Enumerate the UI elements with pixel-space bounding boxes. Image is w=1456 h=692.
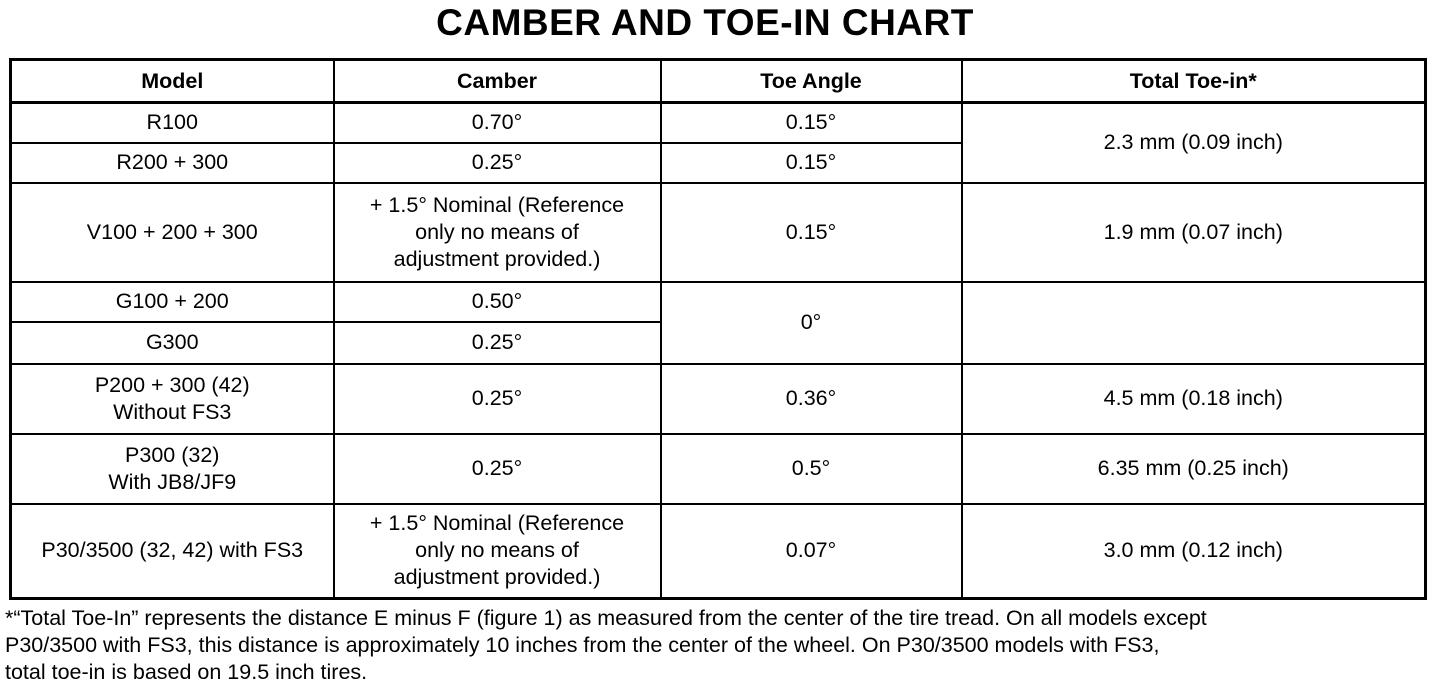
header-toe-angle: Toe Angle [661, 60, 962, 103]
model-cell: P30/3500 (32, 42) with FS3 [11, 504, 334, 599]
toe-angle-cell: 0° [661, 282, 962, 364]
camber-cell: + 1.5° Nominal (Reference only no means of adjustment provided.) [334, 504, 661, 599]
total-toe-in-cell [962, 282, 1426, 364]
table-row [11, 103, 1426, 143]
footnote [5, 605, 1445, 686]
total-toe-in-cell: 1.9 mm (0.07 inch) [962, 183, 1426, 282]
header-camber: Camber [334, 60, 661, 103]
toe-angle-cell: 0.07° [661, 504, 962, 599]
table-row [11, 504, 1426, 599]
table-row [11, 282, 1426, 322]
footnote-line: *“Total Toe-In” represents the distance E minus F (figure 1) as measured from the center of the tire tread. On all models except [5, 606, 1207, 630]
table-row [11, 434, 1426, 504]
camber-toe-table [9, 58, 1427, 600]
toe-angle-cell: 0.15° [661, 143, 962, 183]
camber-cell: 0.70° [334, 103, 661, 143]
toe-angle-cell: 0.15° [661, 183, 962, 282]
model-cell: R200 + 300 [11, 143, 334, 183]
table-row [11, 364, 1426, 434]
camber-cell: 0.25° [334, 143, 661, 183]
camber-cell: + 1.5° Nominal (Reference only no means of adjustment provided.) [334, 183, 661, 282]
header-model: Model [11, 60, 334, 103]
header-total-toe-in: Total Toe-in* [962, 60, 1426, 103]
footnote-line: total toe-in is based on 19.5 inch tires. [5, 660, 368, 684]
total-toe-in-cell: 6.35 mm (0.25 inch) [962, 434, 1426, 504]
toe-angle-cell: 0.5° [661, 434, 962, 504]
header-row [11, 60, 1426, 103]
camber-cell: 0.25° [334, 434, 661, 504]
model-cell: V100 + 200 + 300 [11, 183, 334, 282]
model-cell: P200 + 300 (42) Without FS3 [11, 364, 334, 434]
camber-cell: 0.25° [334, 322, 661, 364]
model-cell: G100 + 200 [11, 282, 334, 322]
model-cell: G300 [11, 322, 334, 364]
total-toe-in-cell: 3.0 mm (0.12 inch) [962, 504, 1426, 599]
camber-cell: 0.50° [334, 282, 661, 322]
toe-angle-cell: 0.15° [661, 103, 962, 143]
toe-angle-cell: 0.36° [661, 364, 962, 434]
chart-title: CAMBER AND TOE-IN CHART [436, 2, 974, 43]
model-cell: P300 (32) With JB8/JF9 [11, 434, 334, 504]
table-row [11, 183, 1426, 282]
footnote-line: P30/3500 with FS3, this distance is approximately 10 inches from the center of the wheel. On P30/3500 models with FS3, [5, 633, 1160, 657]
model-cell: R100 [11, 103, 334, 143]
total-toe-in-cell: 4.5 mm (0.18 inch) [962, 364, 1426, 434]
camber-cell: 0.25° [334, 364, 661, 434]
total-toe-in-cell: 2.3 mm (0.09 inch) [962, 103, 1426, 183]
